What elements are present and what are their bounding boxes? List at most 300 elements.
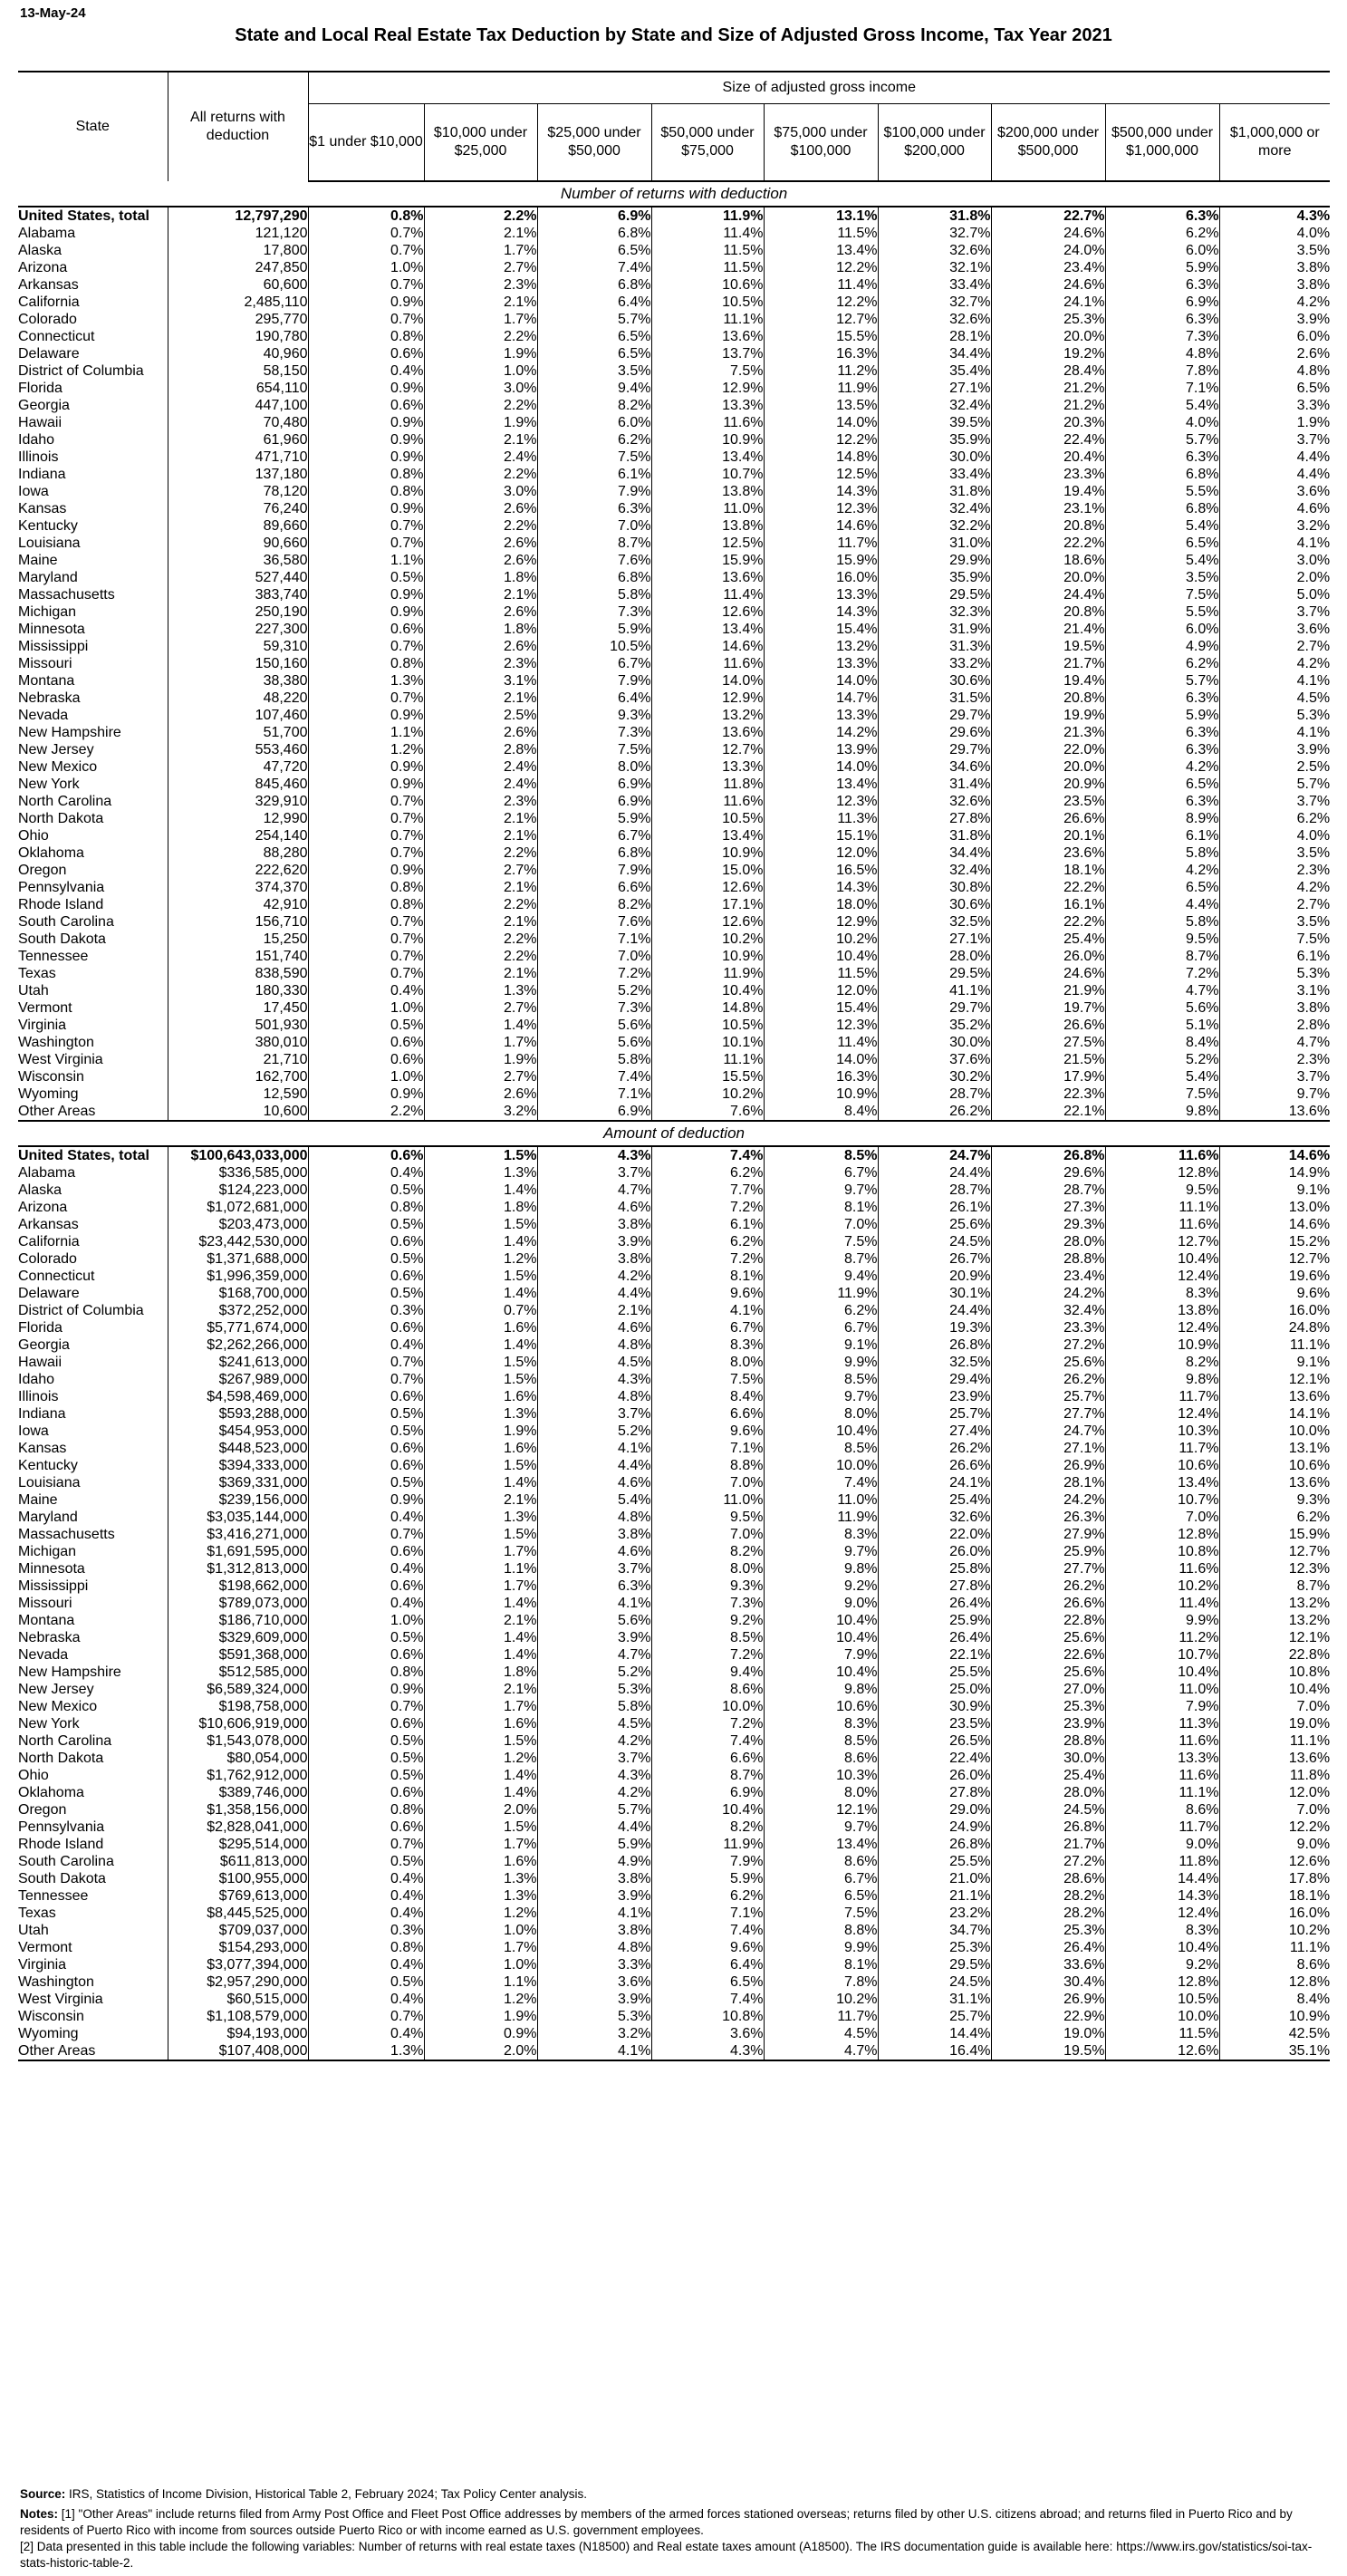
percent-cell: 9.4% [651, 1664, 764, 1681]
percent-cell: 0.3% [308, 1302, 424, 1319]
percent-cell: 2.1% [537, 1302, 651, 1319]
percent-cell: 24.7% [878, 1146, 991, 1164]
percent-cell: 8.5% [764, 1146, 878, 1164]
percent-cell: 7.8% [1105, 362, 1219, 380]
percent-cell: 5.4% [1105, 517, 1219, 535]
state-name-cell: Iowa [18, 484, 49, 499]
percent-cell: 6.3% [1105, 311, 1219, 328]
percent-cell: 33.4% [878, 276, 991, 294]
percent-cell: 14.8% [651, 999, 764, 1017]
table-row [18, 500, 1330, 517]
percent-cell: 13.4% [764, 242, 878, 259]
percent-cell: 6.4% [537, 690, 651, 707]
percent-cell: 10.5% [651, 810, 764, 827]
percent-cell: 12.1% [1219, 1371, 1330, 1388]
percent-cell: 8.8% [764, 1922, 878, 1939]
table-row [18, 913, 1330, 931]
state-name-cell: Michigan [18, 604, 77, 620]
percent-cell: 0.8% [308, 1664, 424, 1681]
percent-cell: 30.6% [878, 896, 991, 913]
percent-cell: 27.1% [991, 1440, 1105, 1457]
state-name-cell: North Dakota [18, 1751, 104, 1766]
percent-cell: 10.9% [764, 1085, 878, 1103]
table-row [18, 741, 1330, 758]
percent-cell: 10.3% [1105, 1423, 1219, 1440]
percent-cell: 29.9% [878, 552, 991, 569]
percent-cell: 4.2% [537, 1784, 651, 1801]
percent-cell: 26.2% [991, 1577, 1105, 1595]
percent-cell: 10.9% [1219, 2008, 1330, 2025]
note-2: [2] Data presented in this table include the following variables: Number of returns with real estate taxes (N18500) and Real estate taxes amount (A18500). The IRS documentation guide is available here: https://www.irs.gov/statistics/soi-tax-stats-historic-table-2. [20, 2540, 1313, 2570]
percent-cell: 13.8% [651, 483, 764, 500]
percent-cell: 10.6% [1105, 1457, 1219, 1474]
all-returns-cell: $389,746,000 [168, 1784, 308, 1801]
table-row [18, 1836, 1330, 1853]
percent-cell: 28.8% [991, 1250, 1105, 1268]
percent-cell: 3.5% [1219, 242, 1330, 259]
percent-cell: 7.3% [1105, 328, 1219, 345]
percent-cell: 0.7% [308, 844, 424, 862]
percent-cell: 0.6% [308, 1319, 424, 1336]
percent-cell: 11.6% [651, 793, 764, 810]
percent-cell: 11.9% [764, 1285, 878, 1302]
percent-cell: 5.9% [537, 1836, 651, 1853]
percent-cell: 3.7% [1219, 431, 1330, 449]
percent-cell: 9.9% [764, 1354, 878, 1371]
percent-cell: 1.5% [424, 1354, 537, 1371]
percent-cell: 37.6% [878, 1051, 991, 1068]
percent-cell: 26.8% [991, 1819, 1105, 1836]
percent-cell: 7.1% [651, 1905, 764, 1922]
percent-cell: 1.4% [424, 1595, 537, 1612]
percent-cell: 5.7% [1105, 431, 1219, 449]
percent-cell: 14.6% [764, 517, 878, 535]
percent-cell: 5.4% [1105, 552, 1219, 569]
percent-cell: 4.9% [1105, 638, 1219, 655]
percent-cell: 11.5% [651, 242, 764, 259]
percent-cell: 11.6% [651, 655, 764, 672]
percent-cell: 2.8% [1219, 1017, 1330, 1034]
percent-cell: 13.2% [1219, 1612, 1330, 1629]
table-row [18, 707, 1330, 724]
percent-cell: 0.6% [308, 1034, 424, 1051]
percent-cell: 12.3% [764, 500, 878, 517]
percent-cell: 2.3% [1219, 862, 1330, 879]
percent-cell: 6.9% [537, 207, 651, 225]
state-name-cell: Iowa [18, 1423, 49, 1439]
table-row [18, 1017, 1330, 1034]
table-row [18, 1440, 1330, 1457]
percent-cell: 0.7% [308, 225, 424, 242]
percent-cell: 1.6% [424, 1440, 537, 1457]
percent-cell: 32.7% [878, 225, 991, 242]
percent-cell: 25.4% [878, 1491, 991, 1509]
all-returns-cell: $5,771,674,000 [168, 1319, 308, 1336]
table-row [18, 1595, 1330, 1612]
percent-cell: 10.6% [651, 276, 764, 294]
percent-cell: 26.0% [878, 1767, 991, 1784]
all-returns-cell: 374,370 [168, 879, 308, 896]
percent-cell: 0.4% [308, 982, 424, 999]
percent-cell: 0.6% [308, 1388, 424, 1405]
all-returns-cell: 12,990 [168, 810, 308, 827]
percent-cell: 8.3% [651, 1336, 764, 1354]
percent-cell: 1.6% [424, 1715, 537, 1732]
percent-cell: 31.4% [878, 776, 991, 793]
percent-cell: 7.2% [651, 1199, 764, 1216]
percent-cell: 19.5% [991, 2042, 1105, 2060]
percent-cell: 0.9% [308, 707, 424, 724]
table-row [18, 1285, 1330, 1302]
table-row [18, 1577, 1330, 1595]
percent-cell: 4.9% [537, 1853, 651, 1870]
percent-cell: 2.6% [424, 500, 537, 517]
percent-cell: 7.3% [537, 999, 651, 1017]
percent-cell: 3.8% [537, 1216, 651, 1233]
percent-cell: 11.0% [764, 1491, 878, 1509]
percent-cell: 24.4% [991, 586, 1105, 603]
percent-cell: 10.2% [1219, 1922, 1330, 1939]
percent-cell: 13.4% [764, 1836, 878, 1853]
percent-cell: 0.5% [308, 1767, 424, 1784]
percent-cell: 28.0% [878, 948, 991, 965]
table-row [18, 1509, 1330, 1526]
percent-cell: 6.5% [1105, 879, 1219, 896]
percent-cell: 0.9% [308, 586, 424, 603]
percent-cell: 0.6% [308, 397, 424, 414]
table-row [18, 603, 1330, 621]
percent-cell: 7.5% [1219, 931, 1330, 948]
table-row [18, 1922, 1330, 1939]
state-name-cell: Georgia [18, 1337, 70, 1353]
percent-cell: 14.8% [764, 449, 878, 466]
percent-cell: 12.2% [764, 259, 878, 276]
percent-cell: 5.8% [537, 586, 651, 603]
table-row [18, 1526, 1330, 1543]
percent-cell: 27.1% [878, 380, 991, 397]
percent-cell: 22.8% [991, 1612, 1105, 1629]
percent-cell: 11.7% [1105, 1388, 1219, 1405]
percent-cell: 9.2% [764, 1577, 878, 1595]
percent-cell: 7.4% [651, 1991, 764, 2008]
percent-cell: 14.0% [764, 672, 878, 690]
state-name-cell: Louisiana [18, 535, 81, 551]
percent-cell: 31.3% [878, 638, 991, 655]
percent-cell: 7.6% [537, 552, 651, 569]
percent-cell: 24.7% [991, 1423, 1105, 1440]
percent-cell: 12.4% [1105, 1268, 1219, 1285]
percent-cell: 11.1% [1105, 1199, 1219, 1216]
percent-cell: 14.6% [1219, 1146, 1330, 1164]
state-name-cell: Arizona [18, 260, 68, 275]
percent-cell: 24.2% [991, 1285, 1105, 1302]
percent-cell: 7.2% [1105, 965, 1219, 982]
percent-cell: 23.4% [991, 259, 1105, 276]
state-name-cell: New York [18, 1716, 80, 1732]
percent-cell: 0.5% [308, 1853, 424, 1870]
state-name-cell: Florida [18, 1320, 63, 1336]
percent-cell: 11.2% [764, 362, 878, 380]
percent-cell: 25.7% [991, 1388, 1105, 1405]
all-returns-cell: $3,035,144,000 [168, 1509, 308, 1526]
percent-cell: 16.0% [764, 569, 878, 586]
state-name-cell: New York [18, 777, 80, 792]
percent-cell: 2.1% [424, 225, 537, 242]
percent-cell: 30.6% [878, 672, 991, 690]
percent-cell: 14.9% [1219, 1164, 1330, 1182]
percent-cell: 7.3% [537, 724, 651, 741]
table-row [18, 758, 1330, 776]
state-name-cell: New Jersey [18, 1682, 94, 1697]
percent-cell: 6.5% [651, 1973, 764, 1991]
percent-cell: 1.9% [1219, 414, 1330, 431]
percent-cell: 14.0% [764, 414, 878, 431]
table-row [18, 948, 1330, 965]
percent-cell: 9.3% [651, 1577, 764, 1595]
percent-cell: 10.2% [764, 931, 878, 948]
table-row [18, 793, 1330, 810]
percent-cell: 0.7% [308, 810, 424, 827]
percent-cell: 22.4% [991, 431, 1105, 449]
all-returns-cell: $1,371,688,000 [168, 1250, 308, 1268]
percent-cell: 1.2% [424, 1991, 537, 2008]
percent-cell: 9.4% [537, 380, 651, 397]
percent-cell: 3.5% [1219, 913, 1330, 931]
all-returns-cell: $3,077,394,000 [168, 1956, 308, 1973]
percent-cell: 1.4% [424, 1017, 537, 1034]
all-returns-cell: 76,240 [168, 500, 308, 517]
state-name-cell: Maine [18, 553, 58, 568]
all-returns-cell: $203,473,000 [168, 1216, 308, 1233]
percent-cell: 1.0% [308, 1612, 424, 1629]
percent-cell: 7.7% [651, 1182, 764, 1199]
percent-cell: 4.8% [1105, 345, 1219, 362]
percent-cell: 13.1% [1219, 1440, 1330, 1457]
state-name-cell: Louisiana [18, 1475, 81, 1491]
percent-cell: 1.3% [424, 1164, 537, 1182]
all-returns-cell: $394,333,000 [168, 1457, 308, 1474]
percent-cell: 12.4% [1105, 1905, 1219, 1922]
percent-cell: 1.4% [424, 1182, 537, 1199]
percent-cell: 12.8% [1105, 1973, 1219, 1991]
percent-cell: 9.7% [1219, 1085, 1330, 1103]
percent-cell: 0.5% [308, 1474, 424, 1491]
percent-cell: 7.1% [537, 931, 651, 948]
percent-cell: 12.7% [651, 741, 764, 758]
percent-cell: 6.3% [1105, 724, 1219, 741]
percent-cell: 8.7% [537, 535, 651, 552]
percent-cell: 15.5% [651, 1068, 764, 1085]
percent-cell: 3.7% [537, 1405, 651, 1423]
state-name-cell: Illinois [18, 449, 59, 465]
percent-cell: 22.3% [991, 1085, 1105, 1103]
percent-cell: 11.1% [651, 1051, 764, 1068]
percent-cell: 7.0% [1219, 1801, 1330, 1819]
percent-cell: 25.7% [878, 1405, 991, 1423]
percent-cell: 6.2% [1219, 810, 1330, 827]
percent-cell: 0.7% [308, 690, 424, 707]
percent-cell: 26.0% [991, 948, 1105, 965]
percent-cell: 2.7% [424, 259, 537, 276]
percent-cell: 11.8% [1105, 1853, 1219, 1870]
percent-cell: 10.9% [651, 844, 764, 862]
percent-cell: 3.7% [1219, 1068, 1330, 1085]
percent-cell: 6.2% [651, 1164, 764, 1182]
percent-cell: 0.7% [308, 827, 424, 844]
percent-cell: 22.0% [878, 1526, 991, 1543]
percent-cell: 10.6% [764, 1698, 878, 1715]
percent-cell: 2.0% [424, 2042, 537, 2060]
table-row [18, 1164, 1330, 1182]
percent-cell: 5.6% [537, 1034, 651, 1051]
percent-cell: 14.0% [764, 1051, 878, 1068]
percent-cell: 11.1% [1105, 1784, 1219, 1801]
percent-cell: 26.4% [991, 1939, 1105, 1956]
percent-cell: 35.1% [1219, 2042, 1330, 2060]
percent-cell: 4.1% [651, 1302, 764, 1319]
table-row [18, 483, 1330, 500]
percent-cell: 0.9% [308, 500, 424, 517]
percent-cell: 30.0% [878, 1034, 991, 1051]
all-returns-cell: 156,710 [168, 913, 308, 931]
percent-cell: 0.9% [308, 431, 424, 449]
state-name-cell: Utah [18, 983, 49, 999]
table-row [18, 999, 1330, 1017]
percent-cell: 27.7% [991, 1405, 1105, 1423]
percent-cell: 11.9% [764, 1509, 878, 1526]
table-row [18, 1302, 1330, 1319]
percent-cell: 4.8% [537, 1336, 651, 1354]
percent-cell: 8.7% [764, 1250, 878, 1268]
percent-cell: 11.1% [651, 311, 764, 328]
all-returns-cell: 247,850 [168, 259, 308, 276]
table-row [18, 345, 1330, 362]
percent-cell: 26.6% [991, 1017, 1105, 1034]
percent-cell: 24.6% [991, 965, 1105, 982]
all-returns-cell: 471,710 [168, 449, 308, 466]
percent-cell: 2.6% [424, 638, 537, 655]
state-name-cell: Oregon [18, 863, 67, 878]
state-name-cell: Pennsylvania [18, 1819, 105, 1835]
percent-cell: 5.7% [1219, 776, 1330, 793]
all-returns-cell: $8,445,525,000 [168, 1905, 308, 1922]
percent-cell: 0.9% [308, 1491, 424, 1509]
percent-cell: 6.1% [651, 1216, 764, 1233]
percent-cell: 2.7% [1219, 638, 1330, 655]
percent-cell: 11.6% [1105, 1146, 1219, 1164]
state-name-cell: Colorado [18, 312, 77, 327]
percent-cell: 25.0% [878, 1681, 991, 1698]
all-returns-cell: 329,910 [168, 793, 308, 810]
percent-cell: 12.2% [1219, 1819, 1330, 1836]
percent-cell: 11.7% [764, 535, 878, 552]
percent-cell: 1.3% [308, 2042, 424, 2060]
all-returns-cell: $1,072,681,000 [168, 1199, 308, 1216]
percent-cell: 0.6% [308, 1146, 424, 1164]
percent-cell: 32.6% [878, 1509, 991, 1526]
percent-cell: 26.3% [991, 1509, 1105, 1526]
percent-cell: 6.5% [1105, 776, 1219, 793]
percent-cell: 22.1% [991, 1103, 1105, 1121]
percent-cell: 0.8% [308, 896, 424, 913]
percent-cell: 2.6% [424, 724, 537, 741]
percent-cell: 11.9% [764, 380, 878, 397]
percent-cell: 5.5% [1105, 603, 1219, 621]
percent-cell: 0.8% [308, 328, 424, 345]
percent-cell: 13.2% [1219, 1595, 1330, 1612]
percent-cell: 5.4% [1105, 397, 1219, 414]
percent-cell: 10.7% [1105, 1646, 1219, 1664]
all-returns-cell: $329,609,000 [168, 1629, 308, 1646]
percent-cell: 6.9% [651, 1784, 764, 1801]
percent-cell: 9.5% [651, 1509, 764, 1526]
percent-cell: 12.6% [651, 879, 764, 896]
percent-cell: 13.9% [764, 741, 878, 758]
state-name-cell: New Hampshire [18, 1664, 121, 1680]
percent-cell: 6.1% [1105, 827, 1219, 844]
percent-cell: 14.3% [764, 603, 878, 621]
percent-cell: 1.9% [424, 345, 537, 362]
percent-cell: 5.7% [1105, 672, 1219, 690]
percent-cell: 32.6% [878, 311, 991, 328]
percent-cell: 2.2% [424, 896, 537, 913]
state-name-cell: Wisconsin [18, 1069, 84, 1085]
percent-cell: 11.8% [651, 776, 764, 793]
percent-cell: 30.4% [991, 1973, 1105, 1991]
percent-cell: 10.4% [651, 982, 764, 999]
all-returns-cell: 38,380 [168, 672, 308, 690]
percent-cell: 3.5% [537, 362, 651, 380]
percent-cell: 3.1% [424, 672, 537, 690]
all-returns-cell: 61,960 [168, 431, 308, 449]
state-name-cell: Connecticut [18, 1269, 95, 1284]
percent-cell: 7.5% [651, 1371, 764, 1388]
percent-cell: 12.6% [1105, 2042, 1219, 2060]
percent-cell: 7.5% [537, 449, 651, 466]
percent-cell: 2.3% [424, 276, 537, 294]
percent-cell: 19.3% [878, 1319, 991, 1336]
percent-cell: 12.8% [1219, 1973, 1330, 1991]
table-row [18, 2008, 1330, 2025]
percent-cell: 5.7% [537, 1801, 651, 1819]
percent-cell: 27.8% [878, 1577, 991, 1595]
all-returns-cell: $23,442,530,000 [168, 1233, 308, 1250]
percent-cell: 2.5% [1219, 758, 1330, 776]
percent-cell: 9.3% [537, 707, 651, 724]
percent-cell: 21.7% [991, 1836, 1105, 1853]
all-returns-cell: $591,368,000 [168, 1646, 308, 1664]
percent-cell: 7.0% [537, 948, 651, 965]
percent-cell: 2.1% [424, 586, 537, 603]
percent-cell: 8.2% [537, 896, 651, 913]
percent-cell: 6.2% [764, 1302, 878, 1319]
percent-cell: 8.7% [1219, 1577, 1330, 1595]
percent-cell: 1.5% [424, 1216, 537, 1233]
percent-cell: 4.7% [537, 1182, 651, 1199]
percent-cell: 4.0% [1219, 827, 1330, 844]
percent-cell: 25.5% [878, 1853, 991, 1870]
percent-cell: 10.5% [1105, 1991, 1219, 2008]
percent-cell: 9.7% [764, 1182, 878, 1199]
percent-cell: 5.9% [1105, 259, 1219, 276]
percent-cell: 6.0% [537, 414, 651, 431]
percent-cell: 28.2% [991, 1887, 1105, 1905]
table-row [18, 1698, 1330, 1715]
state-name-cell: North Carolina [18, 1733, 112, 1749]
all-returns-cell: 845,460 [168, 776, 308, 793]
state-name-cell: Washington [18, 1035, 94, 1050]
percent-cell: 16.1% [991, 896, 1105, 913]
